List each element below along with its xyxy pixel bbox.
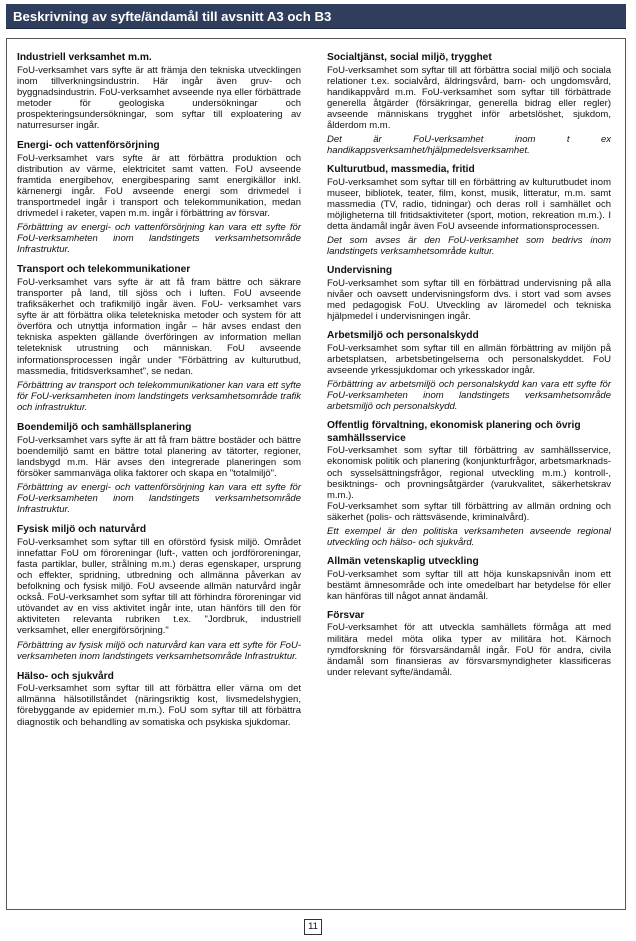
section-heading: Allmän vetenskaplig utveckling [327,556,479,568]
section-text: FoU-verksamhet vars syfte är att förbättra produktion och distribution av värme, elektricitet samt vatten. FoU avseende framtida energibehov, energibesparing samt energikällor inkl. kärnenergi ingår. FoU avseende energi som drivmedel i transportmedel ingår i transport och telekommunikation, medan drivmedel i raketer, vapen m.m. ingår i förbättring av försvar. [17,152,301,220]
section-heading: Hälso- och sjukvård [17,670,114,682]
section-note: Ett exempel är den politiska verksamheten avseende regional utveckling och hälso- och sjukvård. [327,526,611,549]
section-heading: Transport och telekommunikationer [17,264,191,276]
section-text: FoU-verksamhet vars syfte är att främja den tekniska utvecklingen inom tillverkningsindustrin. Här ingår även gruv- och byggnadsindustrin. FoU-verksamhet avseende nya eller förbättrade metoder för geologiska undersökningar och prospekteringsundersökningar, som syftar till exploatering av naturresurser ingår. [17,64,301,131]
section-heading: Industriell verksamhet m.m. [17,52,152,63]
section-text: FoU-verksamhet som syftar till en allmän förbättring av miljön på arbetsplatsen, arbetsbetingelserna och personalskyddet. FoU avseende yrkessjukdomar och yrkesskador ingår. [327,342,611,376]
section [327,420,611,548]
page-number: 11 [304,919,322,935]
section-text: FoU-verksamhet som syftar till att höja kunskapsnivån inom ett bestämt ämnesområde och inte omedelbart har betydelse för eller kan hänföras till något annat ändamål. [327,568,611,602]
section [327,52,611,156]
section [327,610,611,678]
section-heading: Försvar [327,609,365,621]
section [17,524,301,662]
section-text: FoU-verksamhet som syftar till att förbättra eller värna om det allmänna hälsotillståndet (näringsriktig kost, livsmedelshygien, förebyggande av epidemier m.m.). FoU som syftar till att förbättra diagnostik och behandling av somatiska och psykiska sjukdomar. [17,683,301,728]
section-note: Förbättring av energi- och vattenförsörjning kan vara ett syfte för FoU-verksamheten inom landstingets verksamhetsområde Infrastruktur. [17,481,301,516]
section-note: Förbättring av transport och telekommunikationer kan vara ett syfte för FoU-verksamheten inom landstingets verksamhetsområde trafik och infrastruktur. [17,379,301,413]
section [17,422,301,515]
section [327,330,611,412]
section-text: FoU-verksamhet som syftar till en förbättrad undervisning på alla nivåer och oavsett undervisningsform dvs. i stort vad som avses med pedagogisk FoU. Utveckling av läromedel och tekniska hjälpmedel i undervisningen ingår. [327,277,611,323]
section-heading: Offentlig förvaltning, ekonomisk planering och övrig samhällsservice [327,420,581,444]
section-note: Förbättring av energi- och vattenförsörjning kan vara ett syfte för FoU-verksamheten inom landstingets verksamhetsområde Infrastruktur. [17,222,301,256]
section-heading: Fysisk miljö och naturvård [17,524,147,536]
left-column [17,52,301,737]
section-heading: Socialtjänst, social miljö, trygghet [327,52,492,63]
section-note: Förbättring av arbetsmiljö och personalskydd kan vara ett syfte för FoU-verksamheten inom landstingets verksamhetsområde arbetsmiljö och personalskydd. [327,379,611,413]
section [17,671,301,728]
section [17,52,301,131]
section-text: FoU-verksamhet som syftar till en oförstörd fysisk miljö. Området innefattar FoU om föroreningar (luft-, vatten och jordföroreningar, fasta partiklar, buller, strålning m.m.) deras egenskaper, ursprung och effekter, spridning, utbredning och allmänna påverkan av befolkning och fysisk miljö. FoU avseende allmän naturvård ingår också. FoU-verksamhet som syftar till att förhindra föroreningar vid utövandet av en viss aktivitet ingår inte, utan hänförs till den för aktiviteten relevanta rubriken t.ex. "Jordbruk, industriell verksamhet, eller energiförsörjning." [17,536,301,637]
section-note: Förbättring av fysisk miljö och naturvård kan vara ett syfte för FoU-verksamheten inom landstingets verksamhetsområde Infrastruktur. [17,639,301,662]
content-frame [6,38,626,910]
section [327,164,611,257]
section-text: FoU-verksamhet vars syfte är att få fram bättre bostäder och bättre boendemiljö samt en bättre total planering av tätorter, regioner, landsbygd m.m. Här avses den integrerade planeringen som försöker sammanväga olika faktorer och skapa en "totalmiljö". [17,434,301,479]
section-heading: Undervisning [327,265,393,277]
section-text: FoU-verksamhet vars syfte är att få fram bättre och säkrare transporter på land, till sjöss och i luften. FoU avseende trafiksäkerhet och trafikmiljö ingår även. FoU- verksamhet vars syfte är att förbättra olika teletekniska metoder och system för att överföra och utnyttja information ingår – här avses endast den tekniska aspekten gällande överföringen av information mellan teleteknisk utrustning och människan. FoU avseende informationsprocessen ingår under "Förbättring av kulturutbud, massmedia, fritidsverksamhet", se nedan. [17,276,301,377]
section-heading: Energi- och vattenförsörjning [17,140,160,152]
section-note: Det är FoU-verksamhet inom t ex handikappsverksamhet/hjälpmedelsverksamhet. [327,134,611,157]
section [327,265,611,322]
section [327,556,611,602]
section-text: FoU-verksamhet som syftar till förbättring av samhällsservice, ekonomisk politik och planering (konjunkturfrågor, arbetsmarknads- och sysselsättningsfrågor, regional utveckling m.m.) kontroll-, besiktnings- och provningsåtgärder (varukvalitet, säkerhetskrav m.m.). FoU-verksamhet som syftar till förbättring av allmän ordning och säkerhet (polis- och rättsväsende, kriminalvård). [327,445,611,523]
section [17,264,301,413]
page-title: Beskrivning av syfte/ändamål till avsnitt A3 och B3 [13,9,332,24]
section-heading: Kulturutbud, massmedia, fritid [327,164,475,176]
section-text: FoU-verksamhet för att utveckla samhällets förmåga att med militära medel möta olika typer av militära hot. Kärnoch rymdforskning för försvarsändamål ingår. FoU för andra, civila ändamål som finansieras av försvarsmyndigheter klassificeras under relevant syfte/ändamål. [327,622,611,678]
section-heading: Arbetsmiljö och personalskydd [327,330,479,342]
section-text: FoU-verksamhet som syftar till att förbättra social miljö och sociala relationer t.ex. socialvård, äldringsvård, barn- och ungdomsvård, handikappvård m.m. FoU-verksamhet som syftar till förbättrade generella åtgärder (försäkringar, generella bidrag eller regler) avseende människans trygghet inför arbetslöshet, sjukdom, ålderdom m.m. [327,64,611,131]
section-note: Det som avses är den FoU-verksamhet som bedrivs inom landstingets verksamhetsområde kultur. [327,235,611,258]
section-heading: Boendemiljö och samhällsplanering [17,422,192,434]
section [17,140,301,255]
section-text: FoU-verksamhet som syftar till en förbättring av kulturutbudet inom museer, bibliotek, teater, film, konst, musik, litteratur, m.m. samt massmedia (TV, radio, tidningar) och deras roll i samhället och möjligheterna till fritidsaktiviteter (sport, motion, rekreation m.m.). I detta ändamål ingår även FoU avseende informationsprocessen. [327,176,611,233]
right-column [327,52,611,686]
page-header [6,4,626,29]
